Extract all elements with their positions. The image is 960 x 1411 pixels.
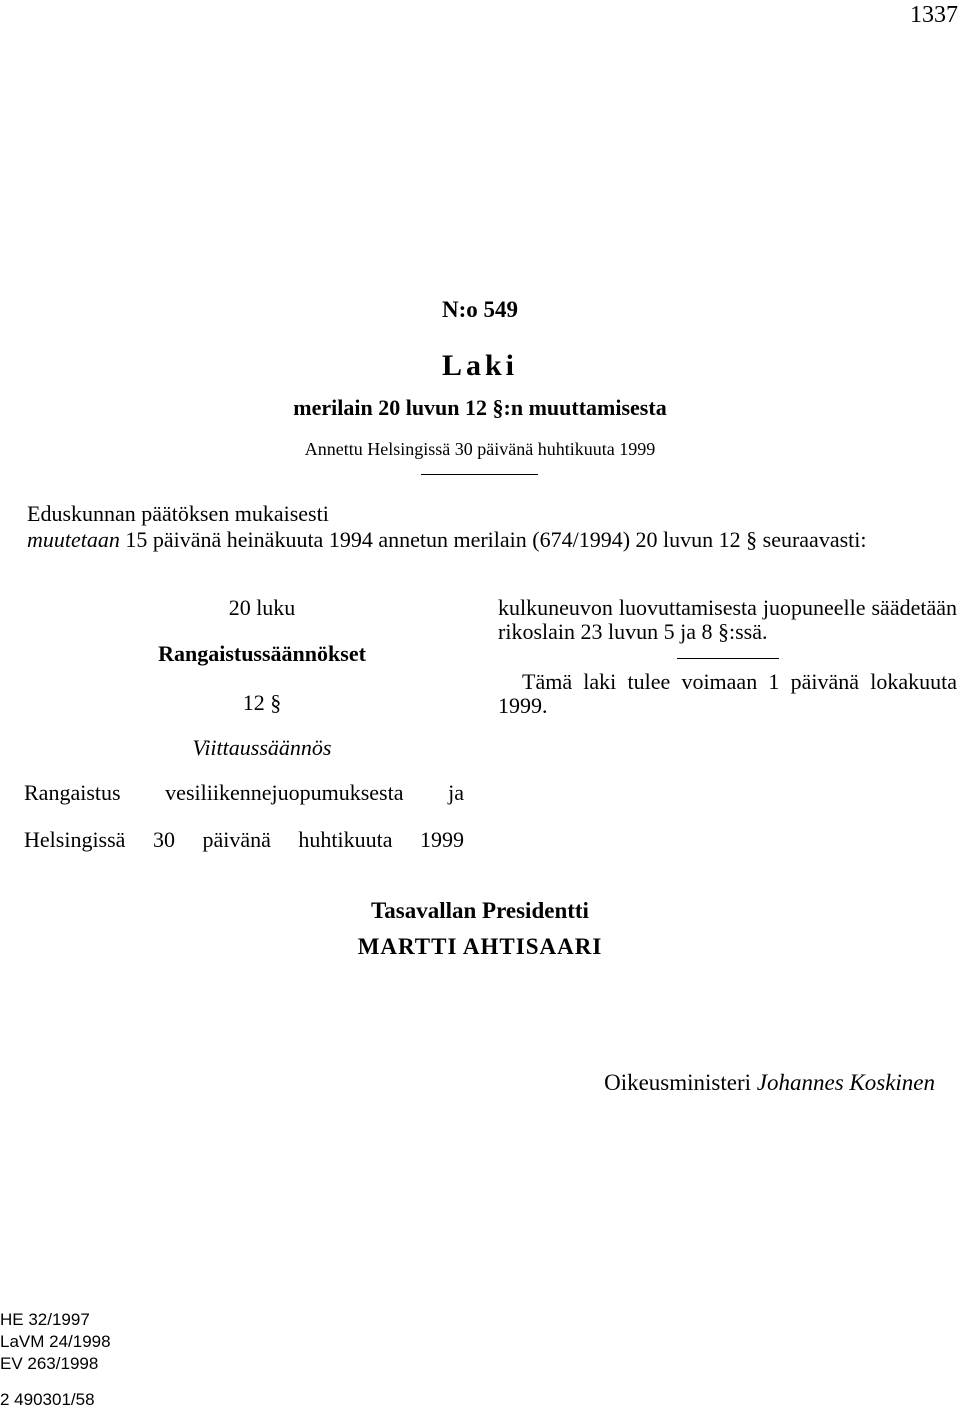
law-title: Laki xyxy=(441,349,519,382)
reference-item: EV 263/1998 xyxy=(0,1354,99,1373)
amend-text: 15 päivänä heinäkuuta 1994 annetun merilain (674/1994) 20 luvun 12 § seuraavasti: xyxy=(119,527,867,552)
entry-into-force-text: Tämä laki tulee voimaan 1 päivänä lokakuuta 1999. xyxy=(498,669,957,718)
president-title: Tasavallan Presidentti xyxy=(371,898,589,923)
reference-item: LaVM 24/1998 xyxy=(0,1332,111,1351)
footer-code: 2 490301/58 xyxy=(0,1390,95,1409)
section-title: Viittaussäännös xyxy=(192,735,332,760)
president-name: MARTTI AHTISAARI xyxy=(357,934,603,959)
statute-number: N:o 549 xyxy=(441,297,519,322)
reference-item: HE 32/1997 xyxy=(0,1310,90,1329)
section-text-start: Rangaistus vesiliikennejuopumuksesta ja xyxy=(24,780,464,805)
title-divider xyxy=(421,474,538,475)
chapter-heading: Rangaistussäännökset xyxy=(158,641,366,666)
place-date: Helsingissä 30 päivänä huhtikuuta 1999 xyxy=(24,827,464,852)
amend-keyword: muutetaan xyxy=(27,527,120,552)
preamble xyxy=(27,501,957,553)
minister-signature xyxy=(604,1068,935,1098)
minister-title: Oikeusministeri xyxy=(604,1070,752,1095)
legislative-references xyxy=(0,1309,111,1375)
section-text-continuation xyxy=(498,596,957,644)
chapter-number: 20 luku xyxy=(228,595,296,620)
preamble-amendment xyxy=(27,527,957,553)
section-divider xyxy=(677,658,779,659)
law-subtitle: merilain 20 luvun 12 §:n muuttamisesta xyxy=(293,395,667,420)
section-number: 12 § xyxy=(242,690,282,715)
minister-name: Johannes Koskinen xyxy=(756,1070,935,1095)
section-continuation-paragraph: kulkuneuvon luovuttamisesta juopuneelle säädetään rikoslain 23 luvun 5 ja 8 §:ssä. xyxy=(498,595,957,644)
page-number: 1337 xyxy=(910,2,958,28)
given-date-line: Annettu Helsingissä 30 päivänä huhtikuuta 1999 xyxy=(304,439,656,459)
preamble-intro: Eduskunnan päätöksen mukaisesti xyxy=(27,501,329,526)
entry-into-force xyxy=(498,670,957,718)
